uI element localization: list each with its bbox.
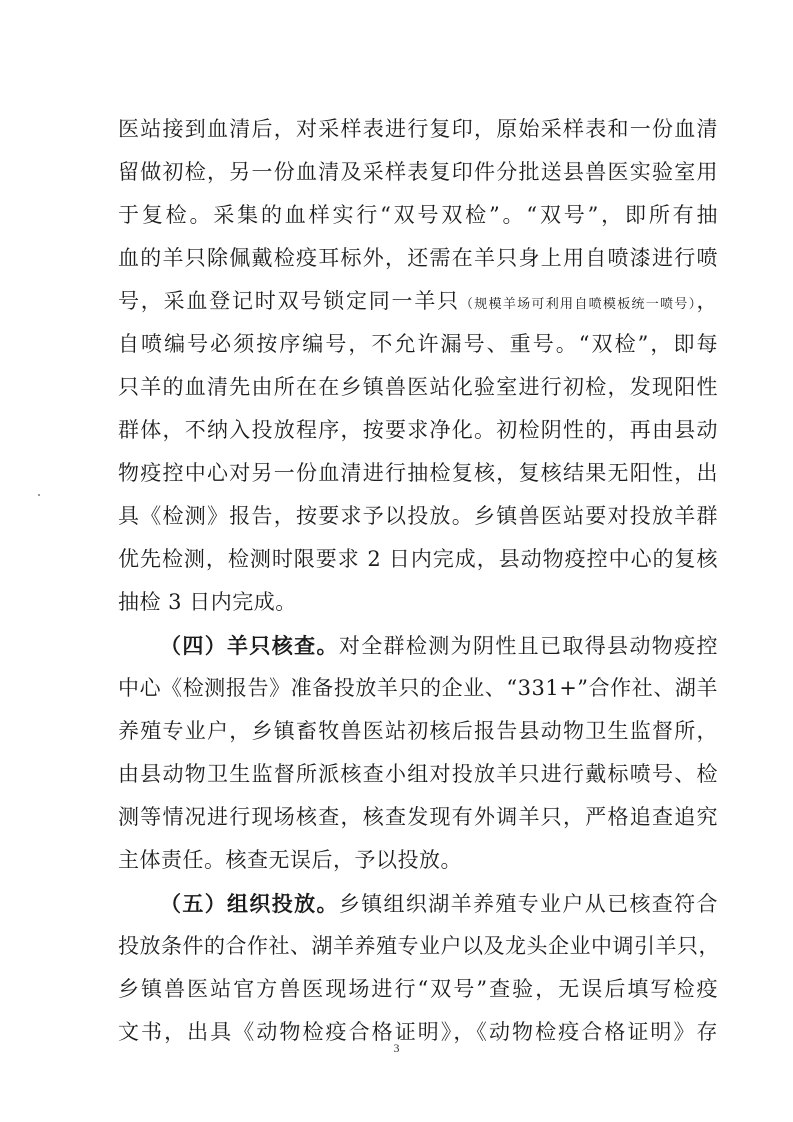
text-line: 医站接到血清后，对采样表进行复印，原始采样表和一份血清 <box>118 117 718 141</box>
text-line: 测等情况进行现场核查，核查发现有外调羊只，严格追查追究 <box>118 805 718 829</box>
text-line: 投放条件的合作社、湖羊养殖专业户以及龙头企业中调引羊只， <box>118 934 720 958</box>
section-heading: （四）羊只核查。 <box>160 633 339 658</box>
section-5-first-line <box>118 882 718 925</box>
section-4-first-line <box>118 624 718 667</box>
text-line: 物疫控中心对另一份血清进行抽检复核，复核结果无阳性，出 <box>118 461 718 485</box>
text-line: 血的羊只除佩戴检疫耳标外，还需在羊只身上用自喷漆进行喷 <box>118 246 718 270</box>
text-line: 抽检 3 日内完成。 <box>118 590 297 614</box>
text-line: 文书，出具《动物检疫合格证明》，《动物检疫合格证明》存 <box>118 1020 718 1044</box>
text-line: 养殖专业户，乡镇畜牧兽医站初核后报告县动物卫生监督所， <box>118 719 718 743</box>
text-line: 自喷编号必须按序编号，不允许漏号、重号。“双检”，即每 <box>118 332 718 356</box>
text-line: 具《检测》报告，按要求予以投放。乡镇兽医站要对投放羊群 <box>118 504 718 528</box>
page-number: 3 <box>393 1041 400 1055</box>
text-segment: ， <box>696 289 718 313</box>
text-segment: 乡镇组织湖羊养殖专业户从已核查符合 <box>338 892 719 916</box>
text-line: 由县动物卫生监督所派核查小组对投放羊只进行戴标喷号、检 <box>118 762 718 786</box>
text-line: 只羊的血清先由所在在乡镇兽医站化验室进行初检，发现阳性 <box>118 375 718 399</box>
text-line: 乡镇兽医站官方兽医现场进行“双号”查验，无误后填写检疫 <box>118 977 718 1001</box>
text-line: 于复检。采集的血样实行“双号双检”。“双号”，即所有抽 <box>118 203 718 227</box>
scan-artifact-dot <box>38 494 40 496</box>
text-segment: 对全群检测为阴性且已取得县动物疫控 <box>338 634 719 658</box>
body-text <box>118 108 718 1054</box>
text-line: 留做初检，另一份血清及采样表复印件分批送县兽医实验室用 <box>118 160 718 184</box>
text-line: 主体责任。核查无误后，予以投放。 <box>118 848 462 872</box>
parenthetical-note: （规模羊场可利用自喷模板统一喷号） <box>459 297 697 312</box>
text-line-with-note <box>118 280 718 323</box>
text-line: 优先检测，检测时限要求 2 日内完成，县动物疫控中心的复核 <box>118 547 718 571</box>
text-line: 中心《检测报告》准备投放羊只的企业、“331+”合作社、湖羊 <box>118 676 718 700</box>
text-line: 群体，不纳入投放程序，按要求净化。初检阴性的，再由县动 <box>118 418 718 442</box>
text-segment: 号，采血登记时双号锁定同一羊只 <box>118 289 460 313</box>
section-heading: （五）组织投放。 <box>160 891 339 916</box>
